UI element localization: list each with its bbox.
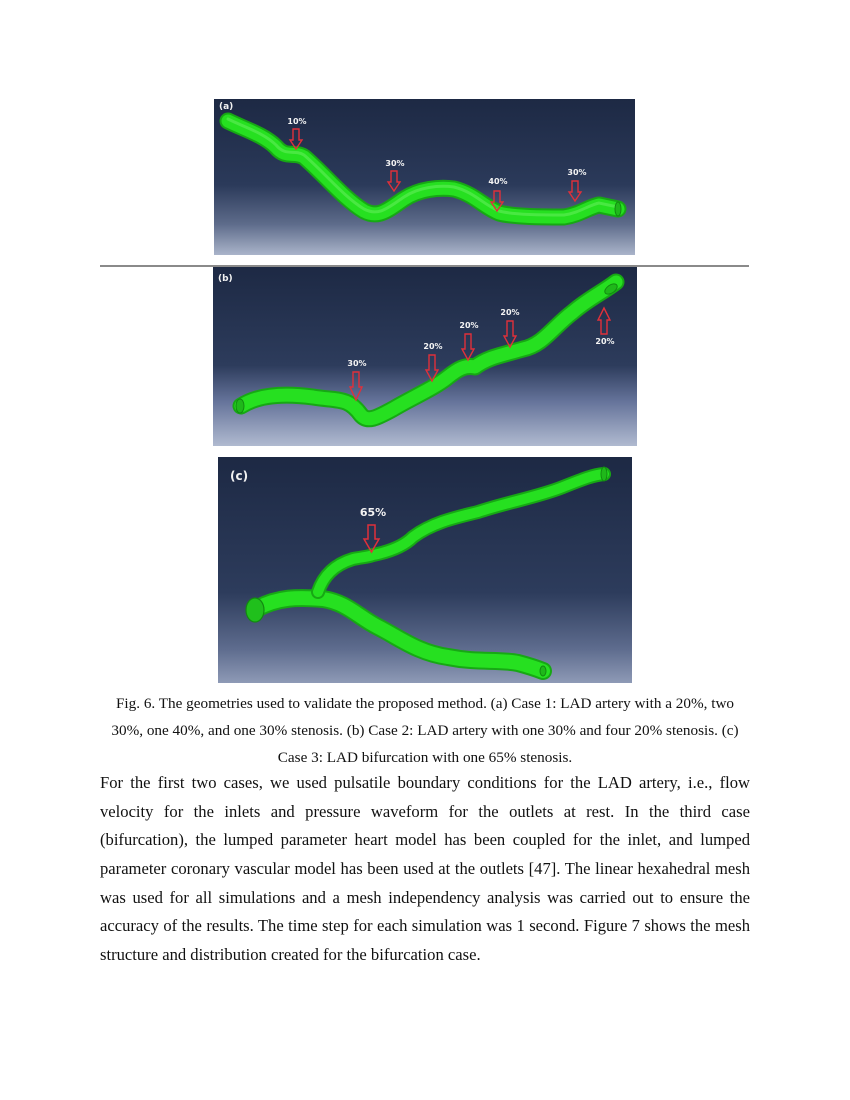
body-paragraph xyxy=(100,769,750,970)
stenosis-label: 30% xyxy=(385,159,405,168)
stenosis-label: 20% xyxy=(459,321,479,330)
stenosis-label: 20% xyxy=(500,308,520,317)
stenosis-label: 30% xyxy=(347,359,367,368)
panel-label: (c) xyxy=(230,469,249,483)
stenosis-label: 20% xyxy=(423,342,443,351)
lad-bifurcation-case3-render xyxy=(218,457,632,683)
stenosis-label: 10% xyxy=(287,117,307,126)
stenosis-label: 30% xyxy=(567,168,587,177)
stenosis-label: 40% xyxy=(488,177,508,186)
figure-panel-c xyxy=(218,457,632,683)
paragraph-line: structure and distribution created for the bifurcation case. xyxy=(100,945,481,965)
paragraph-line: For the first two cases, we used pulsatile boundary conditions for the LAD artery, i.e., flow xyxy=(100,773,750,792)
stenosis-label: 20% xyxy=(595,337,615,346)
caption-line: 30%, one 40%, and one 30% stenosis. (b) Case 2: LAD artery with one 30% and four 20% stenosis. (c) xyxy=(111,722,739,739)
paragraph-line: (bifurcation), the lumped parameter heart model has been coupled for the inlet, and lumped xyxy=(100,830,750,850)
lad-artery-case1-render xyxy=(214,99,635,255)
panel-label: (b) xyxy=(218,274,233,284)
figure-caption xyxy=(100,690,750,771)
stenosis-label: 65% xyxy=(359,506,387,519)
figure-panel-b xyxy=(213,267,637,446)
paragraph-line: velocity for the inlets and pressure waveform for the outlets at rest. In the third case xyxy=(100,801,750,821)
lad-artery-case2-render xyxy=(213,267,637,446)
caption-line: Fig. 6. The geometries used to validate the proposed method. (a) Case 1: LAD artery with a 20%, two xyxy=(115,695,735,712)
paragraph-line: accuracy of the results. The time step for each simulation was 1 second. Figure 7 shows the mesh xyxy=(100,916,750,936)
figure-panel-a xyxy=(214,99,635,255)
paragraph-line: parameter coronary vascular model has been used at the outlets [47]. The linear hexahedral mesh xyxy=(100,859,750,879)
caption-line: Case 3: LAD bifurcation with one 65% stenosis. xyxy=(277,749,573,766)
panel-label: (a) xyxy=(219,102,234,112)
paragraph-line: was used for all simulations and a mesh independency analysis was carried out to ensure the xyxy=(100,887,750,907)
